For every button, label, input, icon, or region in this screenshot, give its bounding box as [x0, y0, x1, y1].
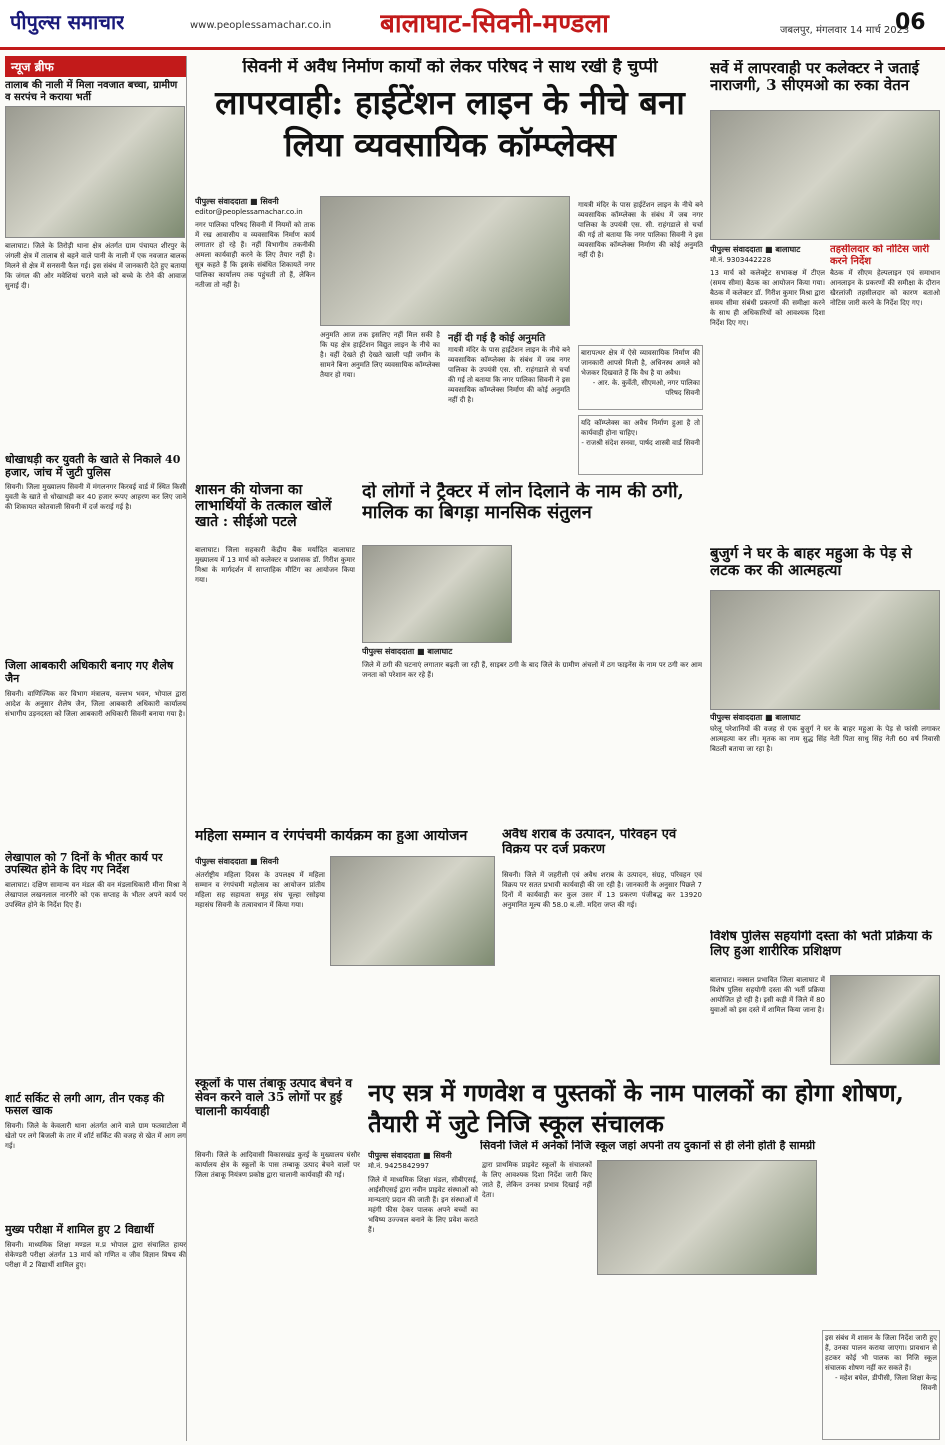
lead-text-column: गायत्री मंदिर के पास हाईटेंशन लाइन के नीचे बने व्यवसायिक कॉम्प्लेक्स के संबंध में जब नगर पालिका के उपयंत्री एस. सी. राहंगडाले से चर्चा की गई तो बताया कि नगर पालिका सिवनी ने इस व्यवसायिक कॉम्प्लेक्स निर्माण की कोई अनुमति नहीं दी है।: [578, 201, 703, 259]
liquor-text: सिवनी। जिले में जहरीली एवं अवैध शराब के उत्पादन, संग्रह, परिवहन एवं विक्रय पर सतत प्रभावी कार्यवाही की जा रही है। जानकारी के अनुसार पिछले 7 दिनों में कार्यवाही कर कुल उसर में 13 प्रकरण पंजीबद्ध कर 13920 अनुमानित मूल्य की 58.0 ब.ली. मदिरा जप्त की गई।: [502, 871, 702, 909]
byline: पीपुल्स संवाददाता ■ सिवनी: [195, 857, 279, 866]
suicide-text: घरेलू परेशानियों की वजह से एक बुजुर्ग ने घर के बाहर महुआ के पेड़ से फांसी लगाकर आत्महत्या कर ली। मृतक का नाम सुद्ध सिंह नेती पिता साधु सिंह नेती 60 वर्ष निवासी बिठली बताया जा रहा है।: [710, 725, 940, 753]
tractor-photo: [362, 545, 512, 643]
quote-box: [578, 415, 703, 475]
women-event-photo: [330, 856, 495, 966]
quote-text: इस संबंध में शासन के जिला निर्देश जारी हुए हैं, उनका पालन कराया जाएगा। प्रावधान से हटकर कोई भी पालक का निजि स्कूल संचालक शोषण नहीं कर सकते हैं।: [825, 1334, 937, 1372]
tree-photo: [710, 590, 940, 710]
newspaper-logo[interactable]: पीपुल्स समाचार: [10, 10, 125, 34]
story-text: सिवनी। जिला मुख्यालय सिवनी में मंगलनगर किरवई वार्ड में स्थित किसी युवती के खाते से धोखाधड़ी कर 40 हजार रूपए आहरण कर लिए जाने की शिकायत कोतवाली सिवनी में दर्ज कराई गई है।: [5, 483, 186, 512]
tractor-text: जिले में ठगी की घटनाएं लगातार बढ़ती जा रही हैं, साइबर ठगी के बाद जिले के ग्रामीण अंचलों में ठग फाइनेंस के नाम पर ठगी कर आम जनता को परेशान कर रहे हैं।: [362, 661, 702, 679]
byline: पीपुल्स संवाददाता ■ सिवनी: [368, 1151, 452, 1160]
byline: पीपुल्स संवाददाता ■ बालाघाट: [362, 647, 453, 656]
meeting-photo: [710, 110, 940, 240]
quote-text: बारापत्थर क्षेत्र में ऐसे व्यावसायिक निर्माण की जानकारी आपसे मिली है, अधिनस्थ अमले को भेजकर दिखवाते हैं कि वैध है या अवैध।: [581, 349, 700, 377]
quote-box: [578, 345, 703, 410]
quote-text: यदि कॉम्प्लेक्स का अवैध निर्माण हुआ है तो कार्यवाही होना चाहिए।: [581, 419, 700, 437]
collector-subtext: बैठक में सीएम हेल्पलाइन एवं समाधान आनलाइन के प्रकरणों की समीक्षा के दौरान खैरलांजी तहसीलदार को कारण बताओ नोटिस जारी करने के निर्देश दिए गए।: [830, 269, 940, 307]
collector-subhead: तहसीलदार को नोटिस जारी करने निर्देश: [830, 244, 930, 267]
phone-number: मो.नं. 9303442228: [710, 256, 772, 264]
police-headline: विशेष पुलिस सहयोगी दस्ता की भर्ती प्रक्रिया के लिए हुआ शारीरिक प्रशिक्षण: [710, 930, 932, 959]
suicide-headline: बुजुर्ग ने घर के बाहर महुआ के पेड़ से लटक कर की आत्महत्या: [710, 545, 912, 580]
lead-text-column: अनुमति आज तक इसलिए नहीं मिल सकी है कि यह क्षेत्र हाईटेंशन विद्युत लाइन के नीचे का है। वहीं देखते ही देखते खाली पड़ी जमीन के सामने बिना अनुमति लिए व्यवसायिक कॉम्प्लेक्स तैयार हो गया।: [320, 331, 440, 379]
police-text: बालाघाट। नक्सल प्रभावित जिला बालाघाट में विशेष पुलिस सहयोगी दस्ता की भर्ती प्रक्रिया आयोजित हो रही है। इसी कड़ी में जिले में 80 युवाओं को इस दस्ते में शामिल किया जाना है।: [710, 976, 825, 1014]
email[interactable]: editor@peoplessamachar.co.in: [195, 208, 303, 216]
story-headline: तालाब की नाली में मिला नवजात बच्चा, ग्रामीण व सरपंच ने कराया भर्ती: [5, 80, 178, 103]
story-headline: लेखापाल को 7 दिनों के भीतर कार्य पर उपस्थित होने के दिए गए निर्देश: [5, 850, 163, 877]
collector-headline: सर्वे में लापरवाही पर कलेक्टर ने जताई नाराजगी, 3 सीएमओ का रुका वेतन: [710, 60, 920, 95]
news-brief-sidebar: [5, 56, 187, 1441]
quote-box: [822, 1330, 940, 1440]
quote-attribution: - राजश्री संदेश सनवा, पार्षद शास्त्री वार्ड सिवनी: [581, 439, 700, 447]
story-text: बालाघाट। दक्षिण सामान्य वन मंडल की वन मंडलाधिकारी मीना मिश्रा ने लेखापाल लखनलाल नारनीरे को एक सप्ताह के भीतर अपने कार्य पर उपस्थित होने के निर्देश दिए हैं।: [5, 880, 186, 909]
school-headline: नए सत्र में गणवेश व पुस्तकों के नाम पालकों का होगा शोषण, तैयारी में जुटे निजि स्कूल संचालक: [368, 1078, 905, 1138]
story-text: सिवनी। वाणिज्यिक कर विभाग मंत्रालय, वल्लभ भवन, भोपाल द्वारा आदेश के अनुसार शैलेष जैन, जिला आबकारी अधिकारी कार्यालय संभागीय उड़नदस्ता को जिला आबकारी अधिकारी सिवनी बनाया गया है।: [5, 689, 186, 718]
byline: पीपुल्स संवाददाता ■ बालाघाट: [710, 713, 801, 722]
story-text: सिवनी। जिले के केवलारी थाना अंतर्गत आने वाले ग्राम फतवाटोला में खेतो पर लगे बिजली के तार में शॉर्ट सर्किट की वजह से खेत में आग लग गई।: [5, 1122, 186, 1151]
complex-photo: [320, 196, 570, 326]
lead-text-column: नगर पालिका परिषद सिवनी में नियमों को ताक में रख आवासीय व व्यवसायिक निर्माण कार्य लगातार हो रहे हैं। नहीं विभागीय तकनीकी अमला कार्यवाही करने के लिए तैयार नहीं है। सूत्र कहते हैं कि इसके संबंधित शिकायतें नगर पालिका कार्यालय तक पहुंचती तो हैं, लेकिन नतीजा तो नहीं है।: [195, 221, 315, 289]
lead-headline: लापरवाही: हाईटेंशन लाइन के नीचे बना लिया व्यवसायिक कॉम्प्लेक्स: [215, 83, 685, 164]
women-text: अंतर्राष्ट्रीय महिला दिवस के उपलक्ष्य में महिला सम्मान व रंगपंचमी महोत्सव का आयोजन प्रांतीय महिला सह सहायता समूह संघ चूल्हा रसोइया महासंघ सिवनी के तत्वावधान में किया गया।: [195, 871, 325, 909]
school-text-column: जिले में माध्यमिक शिक्षा मंडल, सीबीएसई, आईसीएसई द्वारा नवीन प्राइवेट संस्थाओं को मान्यताएं प्रदान की जाती हैं। इन संस्थाओं में महंगी फीस देकर पालक अपने बच्चों का भविष्य उज्ज्वल बनाने के लिए प्रवेश कराते हैं।: [368, 1176, 478, 1234]
collector-text: 13 मार्च को कलेक्ट्रेट सभाकक्ष में टीएल (समय सीमा) बैठक का आयोजन किया गया। बैठक में कलेक्टर डॉ. गिरीश कुमार मिश्रा द्वारा समय सीमा संबंधी प्रकरणों की समीक्षा करने के साथ ही अधिकारियों को आवश्यक दिशा निर्देश दिए गए।: [710, 269, 825, 327]
tobacco-text: सिवनी। जिले के आदिवासी विकासखंड कुरई के मुख्यालय घंसौर कार्यालय क्षेत्र के स्कूलों के पास तम्बाकू उत्पाद बेचने वालों पर जिला तंबाकू नियंत्रण प्रकोष्ठ द्वारा चालानी कार्यवाही की गई।: [195, 1151, 360, 1179]
section-title: न्यूज ब्रीफ: [5, 56, 186, 77]
website-url[interactable]: www.peoplessamachar.co.in: [190, 20, 332, 31]
story-headline: जिला आबकारी अधिकारी बनाए गए शैलेष जैन: [5, 659, 174, 685]
lead-text-column: गायत्री मंदिर के पास हाईटेंशन लाइन के नीचे बने व्यवसायिक कॉम्प्लेक्स के संबंध में जब नगर पालिका के उपयंत्री एस. सी. राहंगडाले से चर्चा की गई तो बताया कि नगर पालिका सिवनी ने इस व्यवसायिक कॉम्प्लेक्स निर्माण की कोई अनुमति नहीं दी है।: [448, 346, 570, 404]
lead-subhead: नहीं दी गई है कोई अनुमति: [448, 333, 546, 344]
story-text: बालाघाट। जिले के तिरोड़ी थाना क्षेत्र अंतर्गत ग्राम पंचायत शीरपुर के जंगली क्षेत्र में तालाब से बहने वाले पानी के नाली में एक नवजात बालक मिलने से क्षेत्र में सनसनी फैल गई। इस संबंध में जानकारी देते हुए बताया कि जंगल की ओर मवेशियां चराने वाले को बच्चे के रोने की आवाज सुनाई दी।: [5, 242, 186, 290]
story-headline: शार्ट सर्किट से लगी आग, तीन एकड़ की फसल खाक: [5, 1091, 165, 1118]
lead-kicker: सिवनी में अवैध निर्माण कार्यों को लेकर परिषद ने साथ रखी है चुप्पी: [242, 58, 658, 77]
story-text: सिवनी। माध्यमिक शिक्षा मण्डल म.प्र भोपाल द्वारा संचालित हायर सेकेण्डरी परीक्षा अंतर्गत 13 मार्च को गणित व जीव विज्ञान विषय की परीक्षा में 2 विद्यार्थी शामिल हुए।: [5, 1240, 186, 1269]
school-text-column: द्वारा प्राथमिक प्राइवेट स्कूलों के संचालकों के लिए आवश्यक दिशा निर्देश जारी किए जाते हैं, लेकिन उनका प्रभाव दिखाई नहीं देता।: [482, 1161, 592, 1199]
scheme-headline: शासन की योजना का लाभार्थियों के तत्काल खोलें खाते : सीईओ पटले: [195, 482, 332, 531]
dateline: जबलपुर, मंगलवार 14 मार्च 2023: [780, 25, 910, 36]
story-headline: धोखाधड़ी कर युवती के खाते से निकाले 40 हजार, जांच में जुटी पुलिस: [5, 453, 181, 479]
scheme-text: बालाघाट। जिला सहकारी केंद्रीय बैंक मर्यादित बालाघाट मुख्यालय में 13 मार्च को कलेक्टर व प्रशासक डॉ. गिरीश कुमार मिश्रा के मार्गदर्शन में साप्ताहिक मीटिंग का आयोजन किया गया।: [195, 546, 355, 584]
quote-attribution: - महेश बघेल, डीपीसी, जिला शिक्षा केन्द्र सिवनी: [835, 1374, 937, 1392]
school-building-photo: [597, 1160, 817, 1275]
page-number: 06: [895, 10, 926, 35]
police-training-photo: [830, 975, 940, 1065]
masthead: [0, 0, 945, 50]
phone-number: मो.नं. 9425842997: [368, 1162, 430, 1170]
tobacco-headline: स्कूलों के पास तंबाकू उत्पाद बेचने व सेवन करने वाले 35 लोगों पर हुई चालानी कार्यवाही: [195, 1077, 353, 1118]
byline: पीपुल्स संवाददाता ■ बालाघाट: [710, 245, 801, 254]
liquor-headline: अवैध शराब के उत्पादन, परिवहन एवं विक्रय पर दर्ज प्रकरण: [502, 828, 677, 857]
newborn-photo: [5, 106, 185, 238]
women-headline: महिला सम्मान व रंगपंचमी कार्यक्रम का हुआ आयोजन: [195, 828, 468, 844]
byline: पीपुल्स संवाददाता ■ सिवनी: [195, 197, 279, 206]
story-headline: मुख्य परीक्षा में शामिल हुए 2 विद्यार्थी: [5, 1223, 154, 1237]
quote-attribution: - आर. के. कुर्वेती, सीएमओ, नगर पालिका परिषद सिवनी: [592, 379, 700, 397]
tractor-headline: दो लोगों ने ट्रैक्टर में लोन दिलाने के नाम की ठगी, मालिक का बिगड़ा मानसिक संतुलन: [362, 482, 684, 523]
school-kicker: सिवनी जिले में अनेकों निजि स्कूल जहां अपनी तय दुकानों से ही लेनी होती है सामग्री: [480, 1140, 816, 1152]
edition-title: बालाघाट-सिवनी-मण्डला: [380, 9, 609, 39]
